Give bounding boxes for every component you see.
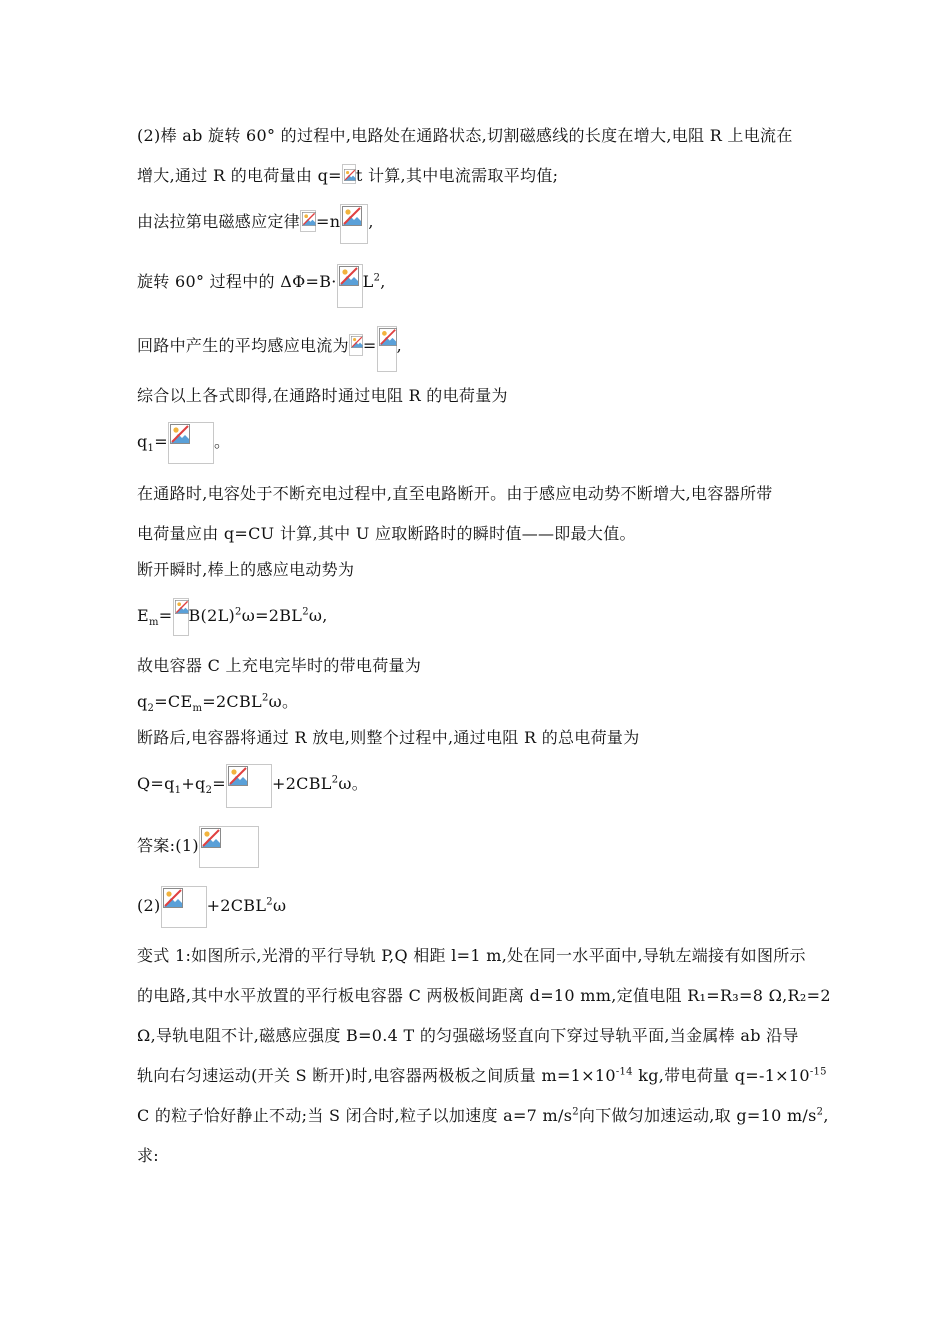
text-line: 答案:(1) [137,834,259,868]
image-placeholder-icon [168,422,214,464]
text-line: 变式 1:如图所示,光滑的平行导轨 P,Q 相距 l=1 m,处在同一水平面中,导轨左端接有如图所示 [137,946,806,965]
text-line: $Q=q_1+q_2=$ $+2CBL^2\omega$。 [137,772,368,808]
text-line: 轨向右匀速运动(开关 S 断开)时,电容器两极板之间质量 $m=1\times 10^{-14}$ kg,带电荷量 $q=-1\times 10^{-15}$ [137,1066,827,1085]
image-placeholder-icon [173,598,189,636]
text-line: 由法拉第电磁感应定律 =n , [137,210,374,244]
text-line: 的电路,其中水平放置的平行板电容器 C 两极板间距离 d=10 mm,定值电阻 R₁=R₃=8 Ω,R₂=2 [137,986,831,1005]
text-line: 求: [137,1146,159,1165]
text-line: 断开瞬时,棒上的感应电动势为 [137,560,355,579]
text-line: C 的粒子恰好静止不动;当 S 闭合时,粒子以加速度 a=7 $m/s^2$向下做匀加速运动,取 g=10 $m/s^2$, [137,1106,829,1125]
image-placeholder-icon [161,886,207,928]
text-line: 旋转 60° 过程中的 ΔΦ=B· $L^2$, [137,270,386,308]
text-line: 故电容器 C 上充电完毕时的带电荷量为 [137,656,422,675]
text-line: Ω,导轨电阻不计,磁感应强度 B=0.4 T 的匀强磁场竖直向下穿过导轨平面,当金属棒 ab 沿导 [137,1026,799,1045]
text-line: 增大,通过 R 的电荷量由 q= t 计算,其中电流需取平均值; [137,166,559,185]
text-line: $E_m=$ $B(2L)^2\omega=2BL^2\omega$, [137,604,328,636]
image-placeholder-icon [337,264,363,308]
image-placeholder-icon [300,210,316,232]
image-placeholder-icon [342,164,356,184]
image-placeholder-icon [199,826,259,868]
text-line: 断路后,电容器将通过 R 放电,则整个过程中,通过电阻 R 的总电荷量为 [137,728,640,747]
text-line: 电荷量应由 q=CU 计算,其中 U 应取断路时的瞬时值——即最大值。 [137,524,636,543]
text-line: 在通路时,电容处于不断充电过程中,直至电路断开。由于感应电动势不断增大,电容器所带 [137,484,773,503]
text-line: $q_2=CE_m=2CBL^2\omega$。 [137,692,299,715]
text-line: 回路中产生的平均感应电流为 = , [137,334,402,372]
text-line: $q_1=$ 。 [137,430,230,464]
image-placeholder-icon [377,326,397,372]
text-line: 综合以上各式即得,在通路时通过电阻 R 的电荷量为 [137,386,508,405]
image-placeholder-icon [349,334,363,356]
image-placeholder-icon [226,764,272,808]
image-placeholder-icon [340,204,368,244]
text-line: (2) $+2CBL^2\omega$ [137,894,286,928]
text-line: (2)棒 ab 旋转 60° 的过程中,电路处在通路状态,切割磁感线的长度在增大,电阻 R 上电流在 [137,126,793,145]
